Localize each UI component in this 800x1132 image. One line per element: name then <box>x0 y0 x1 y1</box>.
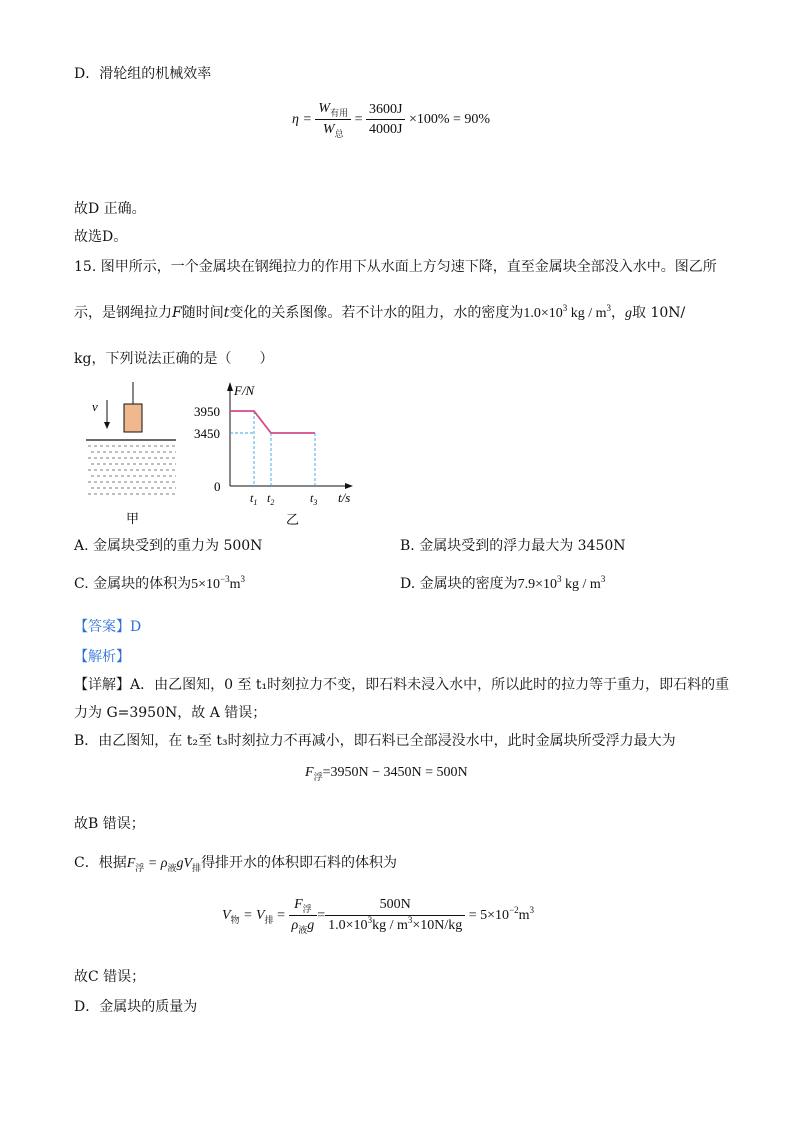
x-tick-t3: $t_3$ <box>310 491 318 507</box>
caption-jia: 甲 <box>126 511 140 526</box>
volume-fraction-values: $\frac{500N}{1.0\times 10^3kg / m^3\times 10N/kg}$ <box>325 896 465 935</box>
q15-line-2: 示，是钢绳拉力F随时间t变化的关系图像。若不计水的阻力，水的密度为$1.0\times 10^3$ kg / $m^3$，g取 10N/ <box>74 303 686 321</box>
x-tick-t1: $t_1$ <box>250 491 258 507</box>
q15-line-3: kg，下列说法正确的是（ ） <box>74 351 274 367</box>
metal-block <box>124 404 142 432</box>
guide-lines <box>230 411 315 486</box>
x-axis-label: t/s <box>338 490 351 505</box>
efficiency-formula: η = $\frac{W_{有用}}{W_总}$ = $\frac{3600J}{4000J}$ ×100% = 90% <box>292 101 491 140</box>
efficiency-fraction-symbolic: $\frac{W_{有用}}{W_总}$ <box>315 100 351 139</box>
y-tick-3450: 3450 <box>194 426 220 441</box>
option-d: D. 金属块的密度为$7.9\times 10^3$ kg / $m^3$ <box>400 574 606 592</box>
d-correct-line: 故D 正确。 <box>74 201 146 217</box>
caption-yi: 乙 <box>286 512 300 527</box>
option-c: C. 金属块的体积为$5\times 10^{-3}m^3$ <box>74 574 245 592</box>
y-axis-label: F/N <box>234 383 255 398</box>
d-mass-line: D．金属块的质量为 <box>74 999 198 1015</box>
q15-line-1: 15. 图甲所示，一个金属块在钢绳拉力的作用下从水面上方匀速下降，直至金属块全部没入水中。图乙所 <box>74 259 717 275</box>
force-line <box>230 411 315 433</box>
d-heading: D．滑轮组的机械效率 <box>74 66 212 82</box>
b-wrong-line: 故B 错误； <box>74 816 145 832</box>
y-tick-3950: 3950 <box>194 404 220 419</box>
x-tick-t2: $t_2$ <box>267 491 275 507</box>
detail-line-1: 【详解】A．由乙图知，0 至 t₁时刻拉力不变，即石料未浸入水中，所以此时的拉力等于重力，即石料的重 <box>74 677 730 693</box>
option-a: A. 金属块受到的重力为 500N <box>74 538 263 554</box>
volume-formula: $V_物 = V_排$ = $\frac{F_浮}{\rho_液g}$ = $\frac{500N}{1.0\times 10^3kg / m^3\times 10N/kg}$ = $5\times 10^{-2}m^3$ <box>222 897 535 936</box>
c-line: C．根据$F_浮 = \rho_液gV_排$得排开水的体积即石料的体积为 <box>74 855 398 873</box>
origin-label: 0 <box>214 479 221 494</box>
detail-line-2: 力为 G=3950N，故 A 错误； <box>74 705 267 721</box>
figure-jia <box>80 378 190 528</box>
water-body <box>88 446 176 494</box>
efficiency-fraction-values: $\frac{3600J}{4000J}$ <box>366 101 405 138</box>
answer-line: 【答案】D <box>74 619 142 635</box>
velocity-label: v <box>92 399 98 414</box>
c-wrong-line: 故C 错误； <box>74 969 146 985</box>
option-b: B. 金属块受到的浮力最大为 3450N <box>400 538 626 554</box>
figure-yi <box>190 378 370 530</box>
eta-symbol: η = <box>292 112 312 127</box>
volume-fraction-symbolic: $\frac{F_浮}{\rho_液g}$ <box>289 896 318 935</box>
buoyancy-formula: $F_浮=3950N - 3450N = 500N$ <box>305 765 468 782</box>
analysis-heading: 【解析】 <box>74 649 130 665</box>
detail-b-line: B．由乙图知，在 t₂至 t₃时刻拉力不再减小，即石料已全部浸没水中，此时金属块所受浮力最大为 <box>74 733 676 749</box>
choose-d-line: 故选D。 <box>74 229 128 245</box>
